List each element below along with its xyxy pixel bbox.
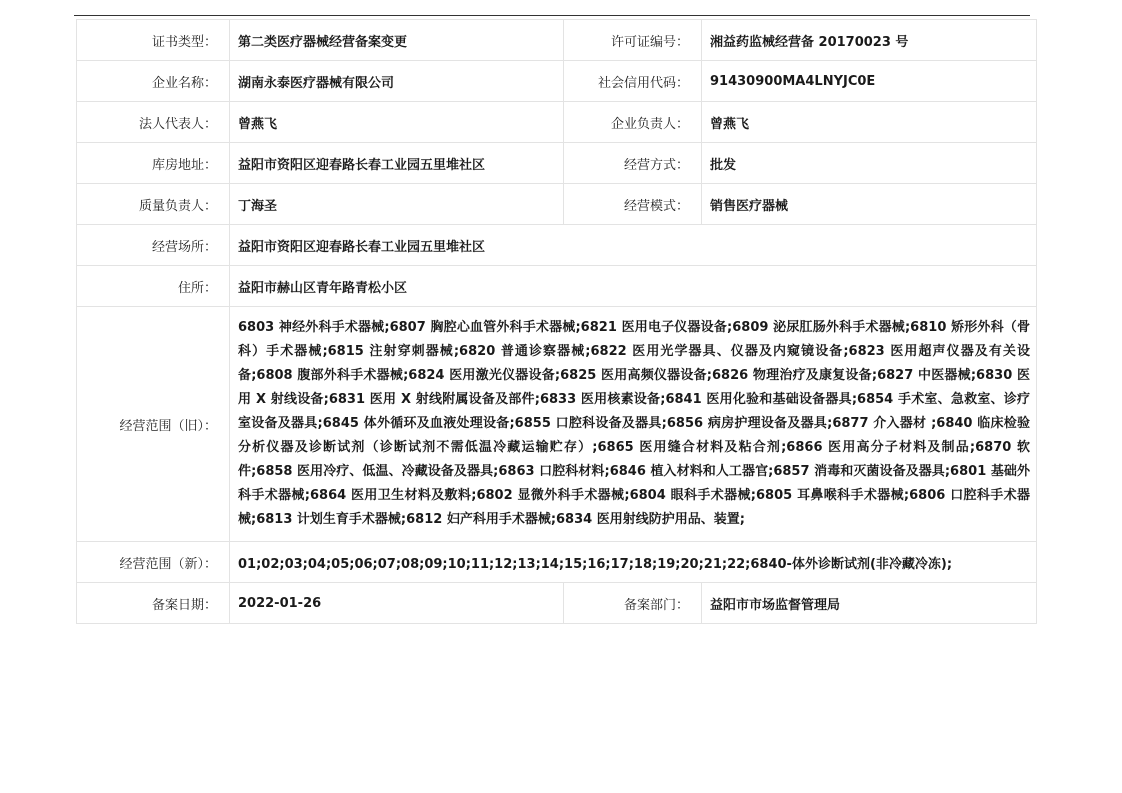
record-date-label: 备案日期： [77,583,230,624]
quality-label: 质量负责人： [77,184,230,225]
warehouse-label: 库房地址： [77,143,230,184]
premises-label: 经营场所： [77,225,230,266]
top-rule [74,15,1030,16]
principal-value: 曾燕飞 [702,102,1037,143]
residence-label: 住所： [77,266,230,307]
credit-code-label: 社会信用代码： [564,61,702,102]
row-legal-rep [77,102,1037,143]
row-quality [77,184,1037,225]
scope-old-value: 6803 神经外科手术器械;6807 胸腔心血管外科手术器械;6821 医用电子仪器设备;6809 泌尿肛肠外科手术器械;6810 矫形外科（骨科）手术器械;6815 注射穿刺器械;6820 普通诊察器械;6822 医用光学器具、仪器及内窥镜设备;6823 医用超声仪器及有关设备;6808 腹部外科手术器械;6824 医用激光仪器设备;6825 医用高频仪器设备;6826 物理治疗及康复设备;6827 中医器械;6830 医用 X 射线设备;6831 医用 X 射线附属设备及部件;6833 医用核素设备;6841 医用化验和基础设备器具;6854 手术室、急救室、诊疗室设备及器具;6845 体外循环及血液处理设备;6855 口腔科设备及器具;6856 病房护理设备及器具;6877 介入器材 ;6840 临床检验分析仪器及诊断试剂（诊断试剂不需低温冷藏运输贮存）;6865 医用缝合材料及粘合剂;6866 医用高分子材料及制品;6870 软 件;6858 医用冷疗、低温、冷藏设备及器具;6863 口腔科材料;6846 植入材料和人工器官;6857 消毒和灭菌设备及器具;6801 基础外科手术器械;6864 医用卫生材料及敷料;6802 显微外科手术器械;6804 眼科手术器械;6805 耳鼻喉科手术器械;6806 口腔科手术器械;6813 计划生育手术器械;6812 妇产科用手术器械;6834 医用射线防护用品、装置; [230,307,1037,542]
residence-value: 益阳市赫山区青年路青松小区 [230,266,1037,307]
warehouse-value: 益阳市资阳区迎春路长春工业园五里堆社区 [230,143,564,184]
biz-mode-label: 经营模式： [564,184,702,225]
legal-rep-value: 曾燕飞 [230,102,564,143]
row-scope-new [77,542,1037,583]
company-label: 企业名称： [77,61,230,102]
row-premises [77,225,1037,266]
row-residence [77,266,1037,307]
row-cert-type [77,20,1037,61]
premises-value: 益阳市资阳区迎春路长春工业园五里堆社区 [230,225,1037,266]
scope-new-value: 01;02;03;04;05;06;07;08;09;10;11;12;13;14;15;16;17;18;19;20;21;22;6840-体外诊断试剂(非冷藏冷冻); [230,542,1037,583]
license-no-value: 湘益药监械经营备 20170023 号 [702,20,1037,61]
cert-type-value: 第二类医疗器械经营备案变更 [230,20,564,61]
row-scope-old [77,307,1037,542]
license-no-label: 许可证编号： [564,20,702,61]
record-dept-label: 备案部门： [564,583,702,624]
biz-mode-value: 销售医疗器械 [702,184,1037,225]
biz-method-value: 批发 [702,143,1037,184]
row-record [77,583,1037,624]
scope-old-label: 经营范围（旧）： [77,307,230,542]
row-warehouse [77,143,1037,184]
record-date-value: 2022-01-26 [230,583,564,624]
record-dept-value: 益阳市市场监督管理局 [702,583,1037,624]
quality-value: 丁海圣 [230,184,564,225]
scope-new-label: 经营范围（新）： [77,542,230,583]
principal-label: 企业负责人： [564,102,702,143]
biz-method-label: 经营方式： [564,143,702,184]
certificate-table [76,19,1037,624]
cert-type-label: 证书类型： [77,20,230,61]
row-company [77,61,1037,102]
legal-rep-label: 法人代表人： [77,102,230,143]
credit-code-value: 91430900MA4LNYJC0E [702,61,1037,102]
company-value: 湖南永泰医疗器械有限公司 [230,61,564,102]
